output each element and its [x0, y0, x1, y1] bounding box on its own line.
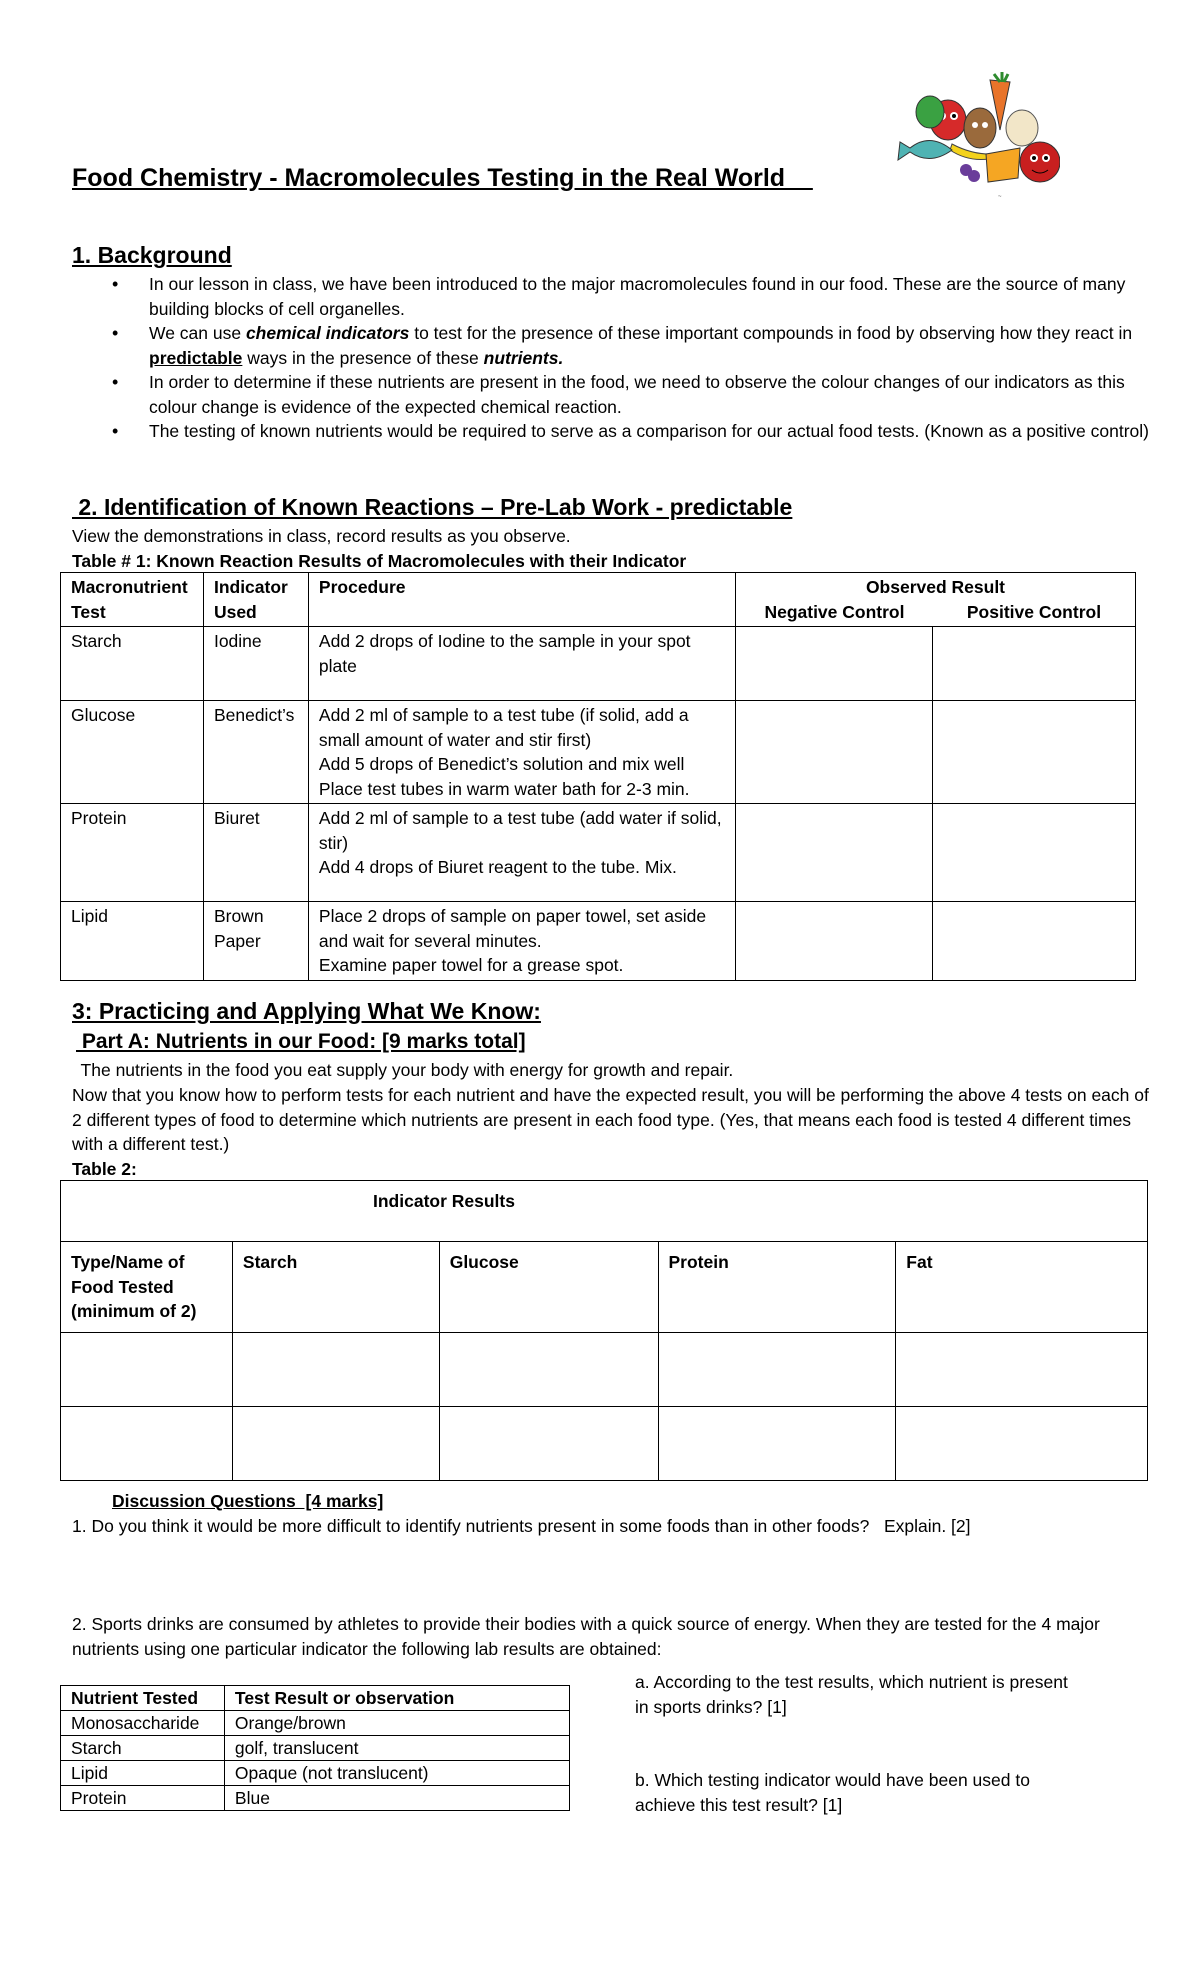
table-row: Protein Blue [61, 1786, 570, 1811]
list-item: • In our lesson in class, we have been introduced to the major macromolecules found in our food. These are the source of many building blocks of cell organelles. [72, 272, 1152, 321]
negative-control-label: Negative Control [764, 601, 905, 622]
negative-result-cell[interactable] [735, 902, 932, 981]
positive-result-cell[interactable] [933, 627, 1136, 701]
part-a-heading: Part A: Nutrients in our Food: [9 marks total] [76, 1030, 526, 1053]
known-reactions-table [60, 572, 1136, 981]
food-name-cell[interactable] [61, 1332, 233, 1406]
food-name-cell[interactable] [61, 1406, 233, 1480]
table-cell: Protein [61, 804, 204, 902]
table-row: Lipid Opaque (not translucent) [61, 1761, 570, 1786]
table-row: Starch golf, translucent [61, 1736, 570, 1761]
glucose-result-cell[interactable] [439, 1406, 658, 1480]
table-header-nutrient: Macronutrient Test [61, 573, 204, 627]
section3-heading: 3: Practicing and Applying What We Know: [72, 998, 541, 1024]
fat-result-cell[interactable] [896, 1332, 1148, 1406]
table-row [61, 701, 1136, 804]
sports-drink-results-table [60, 1685, 570, 1811]
table-header-test-result: Test Result or observation [224, 1686, 569, 1711]
indicator-results-title: Indicator Results [61, 1181, 1148, 1242]
observed-label: Observed Result [865, 577, 1006, 597]
indicator-results-table [60, 1180, 1148, 1481]
table-cell: Add 2 drops of Iodine to the sample in your spot plate [308, 627, 735, 701]
fat-result-cell[interactable] [896, 1406, 1148, 1480]
table-header-observed [735, 573, 1135, 627]
table1-caption: Table # 1: Known Reaction Results of Macromolecules with their Indicator [72, 551, 687, 571]
table-cell: Add 2 ml of sample to a test tube (add water if solid, stir) Add 4 drops of Biuret reagent to the tube. Mix. [308, 804, 735, 902]
table-header-nutrient-tested: Nutrient Tested [61, 1686, 225, 1711]
table-cell: Lipid [61, 902, 204, 981]
table-header-protein: Protein [658, 1242, 896, 1333]
table-row [61, 804, 1136, 902]
list-item: • The testing of known nutrients would be required to serve as a comparison for our actual food tests. (Known as a positive control) [72, 419, 1152, 444]
table-cell: Place 2 drops of sample on paper towel, set aside and wait for several minutes. Examine paper towel for a grease spot. [308, 902, 735, 981]
discussion-question-2: 2. Sports drinks are consumed by athletes to provide their bodies with a quick source of energy. When they are tested for the 4 major nutrients using one particular indicator the following lab results are obtained: [72, 1614, 1100, 1659]
question-2b: b. Which testing indicator would have been used to achieve this test result? [1] [635, 1770, 1030, 1815]
table-cell: Glucose [61, 701, 204, 804]
table-cell: Add 2 ml of sample to a test tube (if solid, add a small amount of water and stir first) Add 5 drops of Benedict’s solution and mix well Place test tubes in warm water bath for 2-3 min. [308, 701, 735, 804]
positive-control-label: Positive Control [966, 601, 1102, 622]
positive-result-cell[interactable] [933, 804, 1136, 902]
section2-heading: 2. Identification of Known Reactions – Pre-Lab Work - predictable [72, 494, 793, 520]
protein-result-cell[interactable] [658, 1332, 896, 1406]
table-row [61, 902, 1136, 981]
negative-result-cell[interactable] [735, 701, 932, 804]
starch-result-cell[interactable] [232, 1406, 439, 1480]
negative-result-cell[interactable] [735, 627, 932, 701]
table-row: Monosaccharide Orange/brown [61, 1711, 570, 1736]
question-2a: a. According to the test results, which nutrient is present in sports drinks? [1] [635, 1672, 1068, 1717]
section2-intro: View the demonstrations in class, record results as you observe. [72, 526, 571, 546]
table-row [61, 1332, 1148, 1406]
svg-text:~: ~ [998, 194, 1002, 200]
table-header-fat: Fat [896, 1242, 1148, 1333]
page-title: Food Chemistry - Macromolecules Testing in the Real World [72, 164, 813, 192]
negative-result-cell[interactable] [735, 804, 932, 902]
protein-result-cell[interactable] [658, 1406, 896, 1480]
table-header-indicator: Indicator Used [203, 573, 308, 627]
cartoon-fruit-vegetables-icon [890, 70, 1060, 200]
positive-result-cell[interactable] [933, 701, 1136, 804]
table-cell: Iodine [203, 627, 308, 701]
background-bullet-list [72, 272, 1152, 444]
part-a-paragraph-2: Now that you know how to perform tests for each nutrient and have the expected result, you will be performing the above 4 tests on each of 2 different types of food to determine which nutrients are present in each food type. (Yes, that means each food is tested 4 different times with a different test.) [72, 1085, 1149, 1154]
discussion-heading: Discussion Questions [4 marks] [112, 1491, 384, 1511]
table-row [61, 627, 1136, 701]
list-item: • We can use chemical indicators to test for the presence of these important compounds in food by observing how they react in predictable ways in the presence of these nutrients. [72, 321, 1152, 370]
table-header-food: Type/Name of Food Tested (minimum of 2) [61, 1242, 233, 1333]
starch-result-cell[interactable] [232, 1332, 439, 1406]
glucose-result-cell[interactable] [439, 1332, 658, 1406]
table-header-starch: Starch [232, 1242, 439, 1333]
table-header-glucose: Glucose [439, 1242, 658, 1333]
list-item: • In order to determine if these nutrients are present in the food, we need to observe the colour changes of our indicators as this colour change is evidence of the expected chemical reaction. [72, 370, 1152, 419]
table-cell: Brown Paper [203, 902, 308, 981]
background-heading: 1. Background [72, 242, 232, 268]
table-header-procedure: Procedure [308, 573, 735, 627]
discussion-question-1: 1. Do you think it would be more difficult to identify nutrients present in some foods than in other foods? Explain. [2] [72, 1516, 971, 1536]
table-row [61, 1406, 1148, 1480]
positive-result-cell[interactable] [933, 902, 1136, 981]
table2-caption: Table 2: [72, 1159, 137, 1179]
table-cell: Starch [61, 627, 204, 701]
table-cell: Benedict’s [203, 701, 308, 804]
table-cell: Biuret [203, 804, 308, 902]
part-a-paragraph-1: The nutrients in the food you eat supply your body with energy for growth and repair. [76, 1060, 734, 1080]
